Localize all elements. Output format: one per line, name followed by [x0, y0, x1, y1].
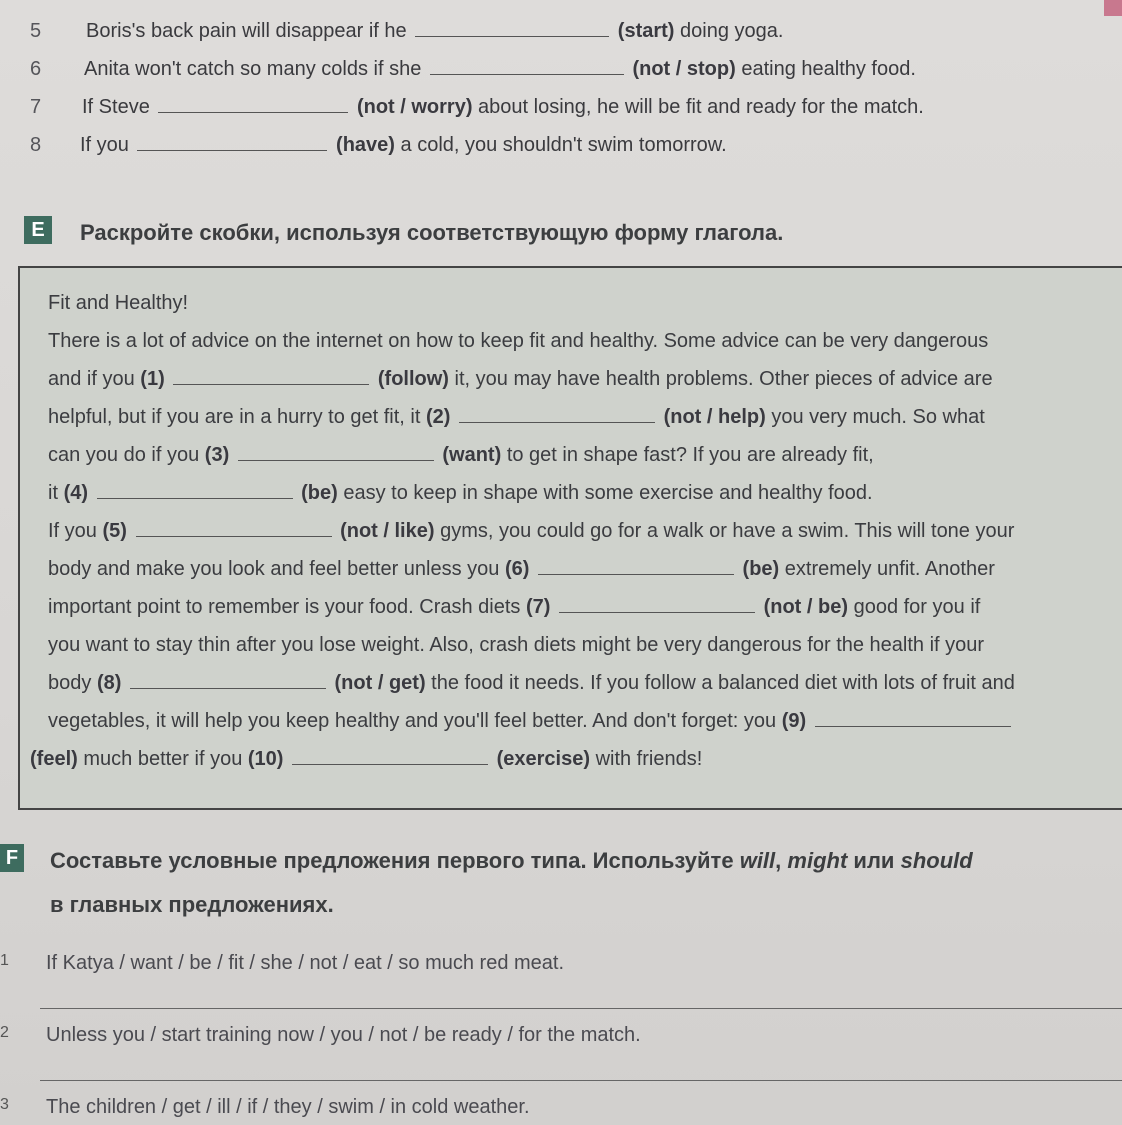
gap-number: (3)	[204, 444, 230, 466]
verb-hint: (follow)	[377, 368, 449, 390]
text-segment: good for you if	[853, 596, 981, 618]
answer-blank[interactable]	[815, 706, 1011, 727]
text-segment: and if you	[48, 368, 135, 390]
text-segment: If you	[48, 520, 97, 542]
section-f-instruction-cont: в главных предложениях.	[50, 892, 334, 917]
verb-hint: (not / be)	[763, 596, 849, 618]
item-text: eating healthy food.	[741, 58, 916, 80]
item-number: 1	[0, 952, 9, 969]
text-title: Fit and Healthy!	[48, 292, 189, 314]
item-number: 2	[0, 1024, 9, 1041]
gap-number: (5)	[102, 520, 127, 542]
verb-hint: (be)	[742, 558, 780, 580]
answer-blank[interactable]	[559, 592, 755, 613]
answer-blank[interactable]	[130, 668, 326, 689]
item-text: doing yoga.	[680, 20, 784, 42]
text-segment: helpful, but if you are in a hurry to get fit, it	[48, 406, 421, 428]
prompt-text: If Katya / want / be / fit / she / not / eat / so much red meat.	[46, 952, 565, 974]
text-line	[48, 554, 995, 584]
item-number: 6	[30, 58, 42, 80]
text-line	[48, 326, 988, 356]
text-line	[48, 440, 874, 470]
text-segment: vegetables, it will help you keep healthy and you'll feel better. And don't forget: you	[48, 710, 777, 732]
text-segment: it	[48, 482, 58, 504]
text-segment: much better if you	[83, 748, 243, 770]
text-segment: it, you may have health problems. Other pieces of advice are	[454, 368, 993, 390]
gap-number: (2)	[425, 406, 451, 428]
verb-hint: (not / worry)	[356, 96, 473, 118]
answer-blank[interactable]	[292, 744, 488, 765]
answer-blank[interactable]	[158, 92, 348, 113]
answer-blank[interactable]	[97, 478, 293, 499]
instruction-text: или	[853, 848, 895, 873]
verb-hint: (not / stop)	[632, 58, 736, 80]
text-line	[48, 592, 980, 622]
page-edge-marker	[1104, 0, 1122, 16]
verb-hint: (want)	[442, 444, 502, 466]
text-line	[48, 668, 1015, 698]
text-line	[30, 744, 702, 774]
text-segment: easy to keep in shape with some exercise and healthy food.	[343, 482, 873, 504]
item-text: If you	[80, 134, 129, 156]
text-line	[48, 402, 985, 432]
text-segment: can you do if you	[48, 444, 200, 466]
text-box	[18, 266, 1122, 810]
answer-blank[interactable]	[238, 440, 434, 461]
answer-blank[interactable]	[136, 516, 332, 537]
gap-number: (6)	[504, 558, 530, 580]
verb-hint: (have)	[336, 134, 395, 156]
instruction-text: ,	[775, 848, 782, 873]
gap-number: (1)	[140, 368, 165, 390]
answer-blank[interactable]	[459, 402, 655, 423]
text-segment: body and make you look and feel better unless you	[48, 558, 500, 580]
verb-hint: (start)	[617, 20, 675, 42]
text-line	[48, 516, 1014, 546]
section-e-instruction: Раскройте скобки, используя соответствующую форму глагола.	[80, 220, 784, 245]
gap-number: (9)	[781, 710, 807, 732]
answer-blank[interactable]	[430, 54, 624, 75]
verb-hint: (feel)	[30, 748, 78, 770]
instruction-text: Составьте условные предложения первого типа. Используйте	[50, 848, 734, 873]
verb-hint: (not / help)	[663, 406, 766, 428]
item-number: 5	[30, 20, 42, 42]
answer-blank[interactable]	[538, 554, 734, 575]
prompt-text: The children / get / ill / if / they / swim / in cold weather.	[46, 1096, 530, 1118]
item-number: 8	[30, 134, 42, 156]
section-e-badge: E	[24, 216, 52, 244]
gap-number: (10)	[247, 748, 284, 770]
text-segment: There is a lot of advice on the internet on how to keep fit and healthy. Some advice can be very dangerous	[48, 330, 989, 352]
item-text: a cold, you shouldn't swim tomorrow.	[400, 134, 727, 156]
text-line	[48, 478, 873, 508]
gap-number: (8)	[96, 672, 122, 694]
instruction-keyword: might	[787, 848, 848, 873]
item-text: Anita won't catch so many colds if she	[84, 58, 422, 80]
text-line	[48, 630, 984, 660]
text-segment: the food it needs. If you follow a balanced diet with lots of fruit and	[431, 672, 1015, 694]
text-segment: to get in shape fast? If you are already fit,	[506, 444, 874, 466]
prompt-text: Unless you / start training now / you / not / be ready / for the match.	[46, 1024, 641, 1046]
text-line	[48, 364, 993, 394]
gap-number: (7)	[526, 596, 551, 618]
verb-hint: (exercise)	[496, 748, 590, 770]
text-segment: extremely unfit. Another	[784, 558, 995, 580]
verb-hint: (be)	[301, 482, 338, 504]
answer-blank[interactable]	[173, 364, 369, 385]
section-f-badge: F	[0, 844, 24, 872]
answer-line[interactable]	[40, 1008, 1122, 1009]
item-number: 7	[30, 96, 42, 118]
text-segment: gyms, you could go for a walk or have a swim. This will tone your	[440, 520, 1015, 542]
answer-blank[interactable]	[137, 130, 327, 151]
instruction-keyword: should	[900, 848, 973, 873]
item-text: about losing, he will be fit and ready for the match.	[478, 96, 924, 118]
instruction-keyword: will	[739, 848, 776, 873]
item-number: 3	[0, 1096, 9, 1113]
verb-hint: (not / like)	[340, 520, 435, 542]
text-segment: important point to remember is your food. Crash diets	[48, 596, 521, 618]
text-segment: you want to stay thin after you lose weight. Also, crash diets might be very dangerous for the health if your	[48, 634, 985, 656]
item-text: Boris's back pain will disappear if he	[86, 20, 407, 42]
text-segment: with friends!	[595, 748, 703, 770]
section-f-instruction	[50, 848, 973, 874]
answer-line[interactable]	[40, 1080, 1122, 1081]
answer-blank[interactable]	[415, 16, 609, 37]
item-text: If Steve	[82, 96, 150, 118]
text-line	[48, 706, 1014, 736]
gap-number: (4)	[63, 482, 89, 504]
text-segment: you very much. So what	[771, 406, 985, 428]
text-segment: body	[48, 672, 92, 694]
verb-hint: (not / get)	[334, 672, 426, 694]
